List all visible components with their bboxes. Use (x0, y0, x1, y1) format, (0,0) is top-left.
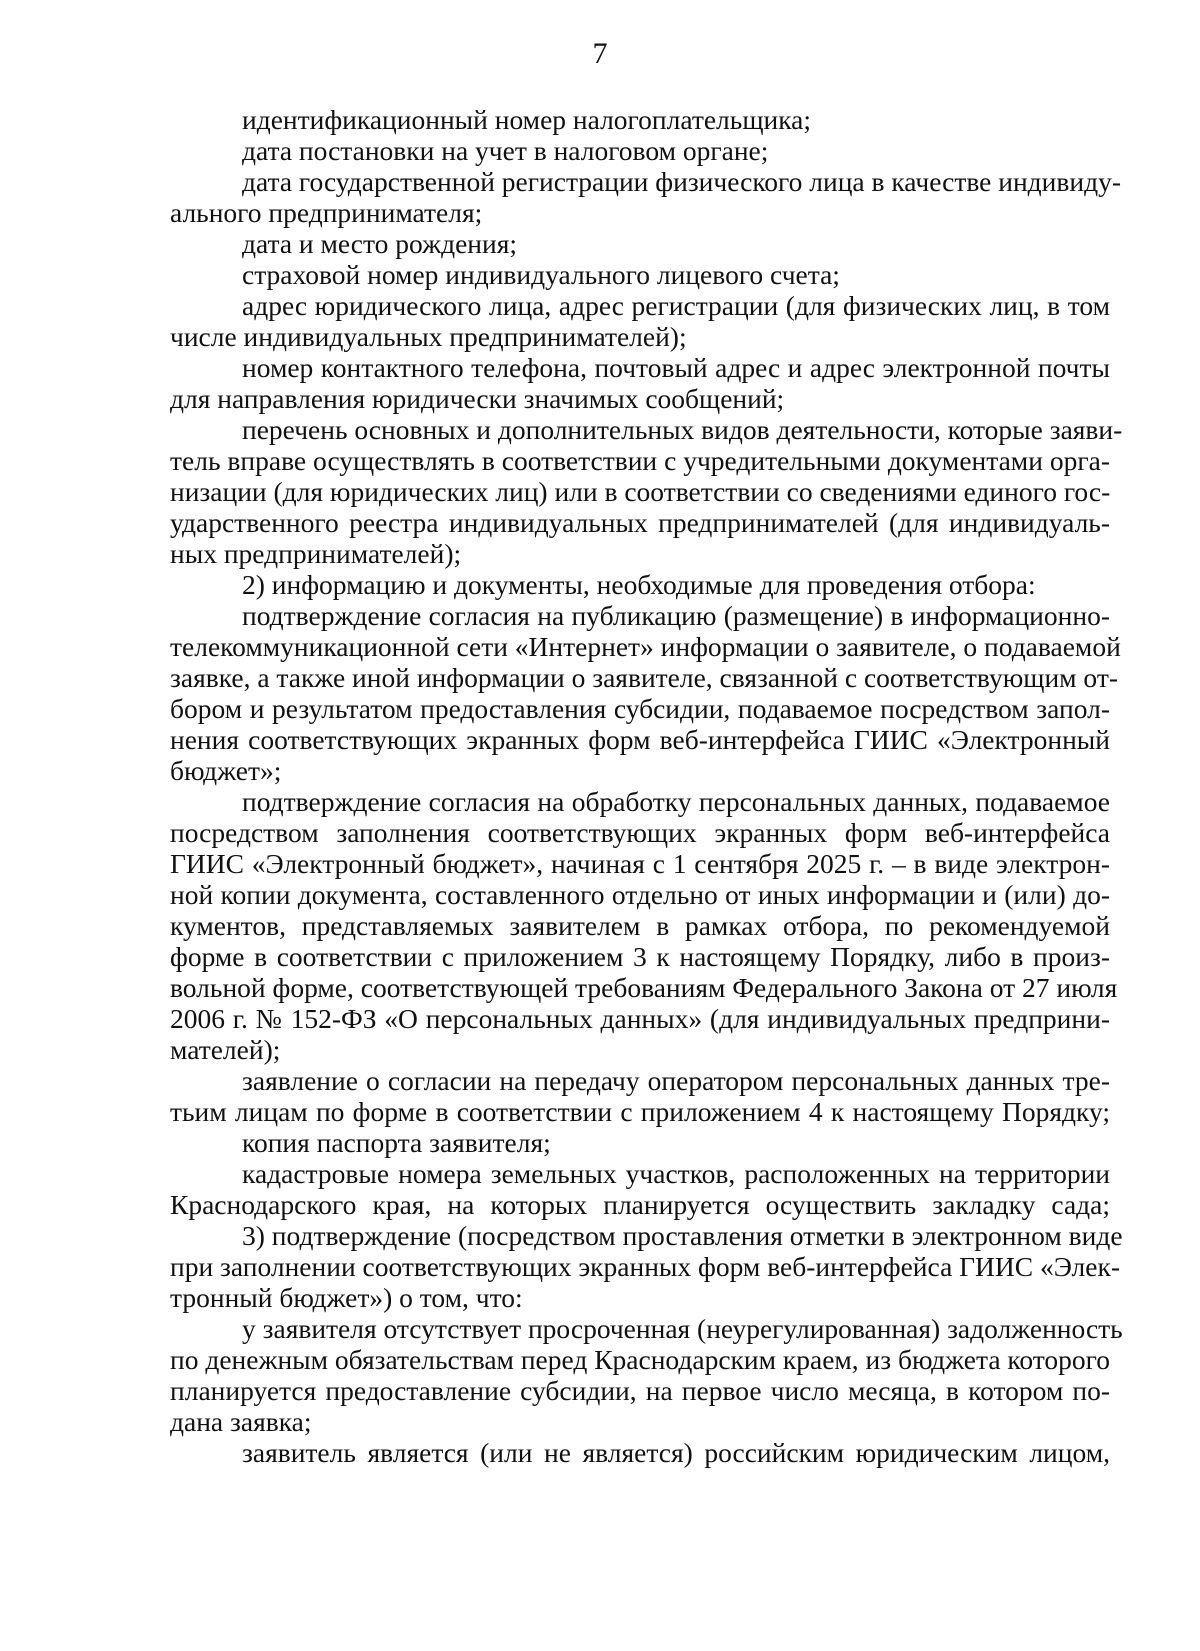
text-line: 3) подтверждение (посредством проставления отметки в электронном виде (242, 1220, 1123, 1251)
text-line: дата государственной регистрации физического лица в качестве индивиду- (242, 166, 1121, 197)
text-line: ГИИС «Электронный бюджет», начиная с 1 сентября 2025 г. – в виде электрон- (170, 848, 1110, 879)
text-line: дата постановки на учет в налоговом органе; (242, 135, 769, 166)
text-line: ной копии документа, составленного отдельно от иных информации и (или) до- (170, 879, 1110, 910)
text-line: дата и место рождения; (242, 228, 518, 259)
text-line: 2006 г. № 152-ФЗ «О персональных данных» (для индивидуальных предприни- (170, 1003, 1110, 1034)
page-number: 7 (592, 37, 608, 70)
text-line: планируется предоставление субсидии, на первое число месяца, в котором по- (170, 1375, 1110, 1406)
text-line: по денежным обязательствам перед Краснодарским краем, из бюджета которого (170, 1344, 1111, 1375)
text-line: форме в соответствии с приложением 3 к настоящему Порядку, либо в произ- (170, 941, 1110, 972)
text-line: дана заявка; (170, 1406, 312, 1437)
text-line: низации (для юридических лиц) или в соответствии со сведениями единого гос- (170, 476, 1111, 507)
text-line: ударственного реестра индивидуальных предпринимателей (для индивидуаль- (170, 507, 1110, 538)
text-line: мателей); (170, 1034, 281, 1065)
text-line: посредством заполнения соответствующих экранных форм веб-интерфейса (170, 817, 1110, 848)
text-line: идентификационный номер налогоплательщика; (242, 104, 812, 135)
text-line: бором и результатом предоставления субсидии, подаваемое посредством запол- (170, 693, 1110, 724)
text-line: 2) информацию и документы, необходимые для проведения отбора: (242, 569, 1036, 600)
text-line: заявление о согласии на передачу оператором персональных данных тре- (242, 1065, 1110, 1096)
text-line: копия паспорта заявителя; (242, 1127, 551, 1158)
text-line: номер контактного телефона, почтовый адрес и адрес электронной почты (242, 352, 1110, 383)
document-body (170, 104, 1123, 1468)
text-line: заявитель является (или не является) российским юридическим лицом, (242, 1437, 1110, 1468)
text-line: телекоммуникационной сети «Интернет» информации о заявителе, о подаваемой (170, 631, 1121, 662)
text-line: числе индивидуальных предпринимателей); (170, 321, 687, 352)
text-line: подтверждение согласия на публикацию (размещение) в информационно- (242, 600, 1110, 631)
text-line: тель вправе осуществлять в соответствии с учредительными документами орга- (170, 445, 1110, 476)
text-line: страховой номер индивидуального лицевого счета; (242, 259, 840, 290)
text-line: кадастровые номера земельных участков, расположенных на территории (242, 1158, 1110, 1189)
text-line: перечень основных и дополнительных видов деятельности, которые заяви- (242, 414, 1123, 445)
text-line: нения соответствующих экранных форм веб-интерфейса ГИИС «Электронный (170, 724, 1110, 755)
text-line: подтверждение согласия на обработку персональных данных, подаваемое (242, 786, 1110, 817)
text-line: Краснодарского края, на которых планируется осуществить закладку сада; (170, 1189, 1110, 1220)
text-line: тронный бюджет») о том, что: (170, 1282, 523, 1313)
text-line: у заявителя отсутствует просроченная (неурегулированная) задолженность (242, 1313, 1123, 1344)
text-line: ального предпринимателя; (170, 197, 483, 228)
text-line: кументов, представляемых заявителем в рамках отбора, по рекомендуемой (170, 910, 1110, 941)
text-line: бюджет»; (170, 755, 282, 786)
text-line: при заполнении соответствующих экранных форм веб-интерфейса ГИИС «Элек- (170, 1251, 1120, 1282)
text-line: адрес юридического лица, адрес регистрации (для физических лиц, в том (242, 290, 1110, 321)
text-line: для направления юридически значимых сообщений; (170, 383, 785, 414)
text-line: вольной форме, соответствующей требованиям Федерального Закона от 27 июля (170, 972, 1118, 1003)
text-line: ных предпринимателей); (170, 538, 462, 569)
text-line: заявке, а также иной информации о заявителе, связанной с соответствующим от- (170, 662, 1118, 693)
text-line: тьим лицам по форме в соответствии с приложением 4 к настоящему Порядку; (170, 1096, 1110, 1127)
